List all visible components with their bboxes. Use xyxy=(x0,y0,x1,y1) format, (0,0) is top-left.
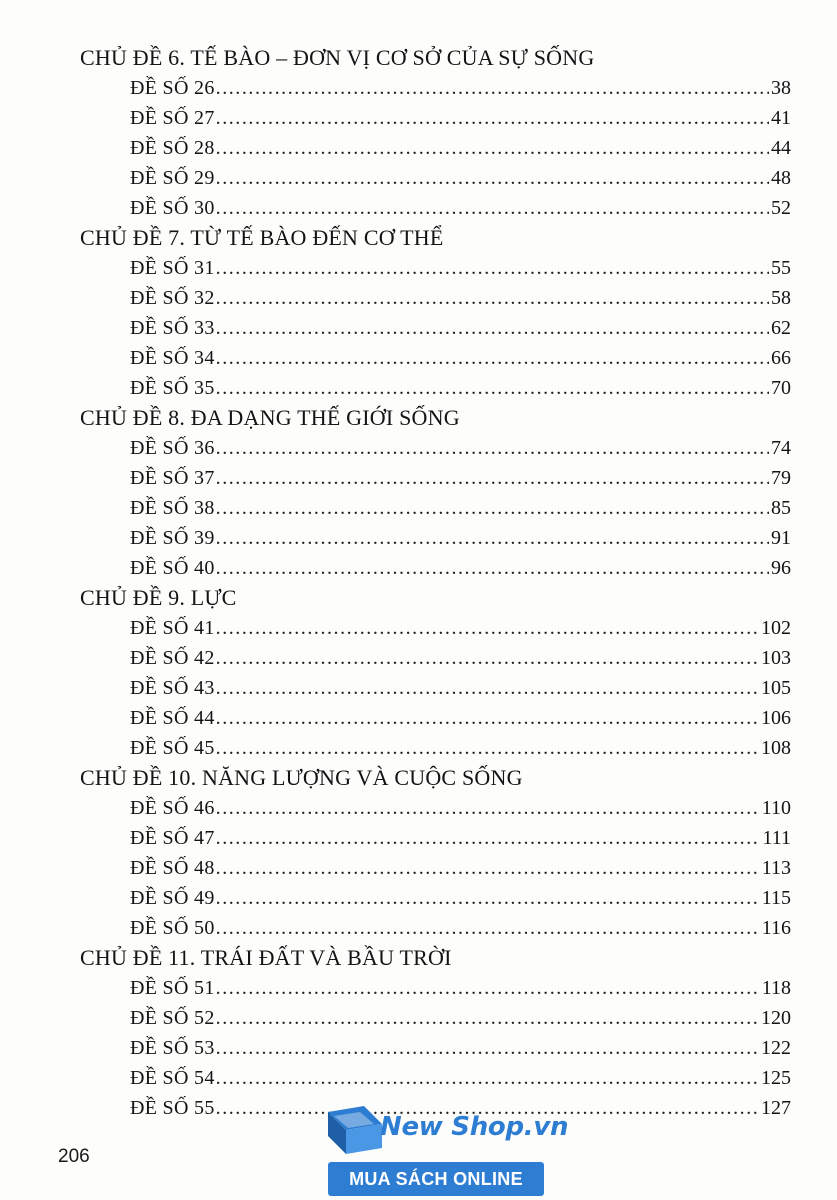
entry-page-number: 108 xyxy=(761,737,791,759)
toc-entry xyxy=(80,852,791,882)
entry-page-number: 66 xyxy=(771,347,791,369)
toc-entry xyxy=(80,882,791,912)
dot-leader xyxy=(216,432,769,464)
dot-leader xyxy=(216,672,759,704)
entry-label: ĐỀ SỐ 52 xyxy=(130,1007,215,1029)
toc-entry xyxy=(80,162,791,192)
entry-page-number: 116 xyxy=(761,917,791,939)
entry-page-number: 106 xyxy=(761,707,791,729)
toc-entry xyxy=(80,552,791,582)
entry-page-number: 44 xyxy=(771,137,791,159)
dot-leader xyxy=(216,702,759,734)
entry-page-number: 52 xyxy=(771,197,791,219)
toc-entry xyxy=(80,912,791,942)
entry-label: ĐỀ SỐ 46 xyxy=(130,797,215,819)
entry-label: ĐỀ SỐ 50 xyxy=(130,917,215,939)
entry-page-number: 91 xyxy=(771,527,791,549)
toc-chapter xyxy=(80,762,791,942)
dot-leader xyxy=(216,822,761,854)
toc-chapter xyxy=(80,402,791,582)
entry-label: ĐỀ SỐ 27 xyxy=(130,107,215,129)
dot-leader xyxy=(216,492,769,524)
entry-page-number: 74 xyxy=(771,437,791,459)
toc-entry xyxy=(80,102,791,132)
entry-label: ĐỀ SỐ 38 xyxy=(130,497,215,519)
toc-chapter xyxy=(80,222,791,402)
entry-page-number: 85 xyxy=(771,497,791,519)
entry-label: ĐỀ SỐ 39 xyxy=(130,527,215,549)
toc-chapter xyxy=(80,582,791,762)
toc-entry xyxy=(80,372,791,402)
entry-label: ĐỀ SỐ 32 xyxy=(130,287,215,309)
chapter-title: CHỦ ĐỀ 8. ĐA DẠNG THẾ GIỚI SỐNG xyxy=(80,405,460,430)
entry-page-number: 120 xyxy=(761,1007,791,1029)
dot-leader xyxy=(216,192,769,224)
toc-entry xyxy=(80,252,791,282)
entry-label: ĐỀ SỐ 48 xyxy=(130,857,215,879)
entry-page-number: 127 xyxy=(761,1097,791,1119)
chapter-title: CHỦ ĐỀ 7. TỪ TẾ BÀO ĐẾN CƠ THỂ xyxy=(80,225,444,250)
dot-leader xyxy=(216,972,760,1004)
toc-chapter xyxy=(80,942,791,1122)
dot-leader xyxy=(216,342,769,374)
entry-label: ĐỀ SỐ 42 xyxy=(130,647,215,669)
toc-entry xyxy=(80,1062,791,1092)
entry-label: ĐỀ SỐ 53 xyxy=(130,1037,215,1059)
toc-entry xyxy=(80,732,791,762)
entry-label: ĐỀ SỐ 26 xyxy=(130,77,215,99)
toc-entry xyxy=(80,492,791,522)
entry-page-number: 105 xyxy=(761,677,791,699)
entry-page-number: 38 xyxy=(771,77,791,99)
dot-leader xyxy=(216,102,769,134)
toc-entry xyxy=(80,132,791,162)
entry-page-number: 118 xyxy=(761,977,791,999)
toc-entry xyxy=(80,822,791,852)
watermark-brand: New Shop.vn xyxy=(380,1112,569,1142)
entry-label: ĐỀ SỐ 37 xyxy=(130,467,215,489)
page-number: 206 xyxy=(58,1146,90,1167)
toc-chapter xyxy=(80,42,791,222)
chapter-title: CHỦ ĐỀ 11. TRÁI ĐẤT VÀ BẦU TRỜI xyxy=(80,945,452,970)
toc-entry xyxy=(80,192,791,222)
entry-page-number: 102 xyxy=(761,617,791,639)
entry-label: ĐỀ SỐ 28 xyxy=(130,137,215,159)
entry-label: ĐỀ SỐ 33 xyxy=(130,317,215,339)
entry-page-number: 48 xyxy=(771,167,791,189)
toc-entry xyxy=(80,702,791,732)
dot-leader xyxy=(216,282,769,314)
entry-label: ĐỀ SỐ 34 xyxy=(130,347,215,369)
entry-label: ĐỀ SỐ 40 xyxy=(130,557,215,579)
shop-watermark xyxy=(324,1104,569,1196)
dot-leader xyxy=(216,912,760,944)
entry-page-number: 122 xyxy=(761,1037,791,1059)
chapter-title: CHỦ ĐỀ 9. LỰC xyxy=(80,585,237,610)
chapter-title: CHỦ ĐỀ 10. NĂNG LƯỢNG VÀ CUỘC SỐNG xyxy=(80,765,523,790)
toc-entry xyxy=(80,342,791,372)
chapter-title: CHỦ ĐỀ 6. TẾ BÀO – ĐƠN VỊ CƠ SỞ CỦA SỰ SỐNG xyxy=(80,45,595,70)
entry-label: ĐỀ SỐ 36 xyxy=(130,437,215,459)
entry-page-number: 96 xyxy=(771,557,791,579)
toc-entry xyxy=(80,72,791,102)
entry-page-number: 125 xyxy=(761,1067,791,1089)
entry-page-number: 41 xyxy=(771,107,791,129)
toc-entry xyxy=(80,972,791,1002)
toc-entry xyxy=(80,432,791,462)
toc-entry xyxy=(80,462,791,492)
dot-leader xyxy=(216,372,769,404)
toc-entry xyxy=(80,1002,791,1032)
dot-leader xyxy=(216,522,769,554)
entry-label: ĐỀ SỐ 43 xyxy=(130,677,215,699)
toc-entry xyxy=(80,1032,791,1062)
toc-entry xyxy=(80,612,791,642)
dot-leader xyxy=(216,552,769,584)
book-logo-icon xyxy=(324,1104,384,1156)
entry-label: ĐỀ SỐ 29 xyxy=(130,167,215,189)
toc-entry xyxy=(80,672,791,702)
dot-leader xyxy=(216,312,769,344)
dot-leader xyxy=(216,882,760,914)
entry-label: ĐỀ SỐ 51 xyxy=(130,977,215,999)
dot-leader xyxy=(216,732,759,764)
table-of-contents xyxy=(80,42,791,1122)
dot-leader xyxy=(216,162,769,194)
entry-page-number: 62 xyxy=(771,317,791,339)
entry-label: ĐỀ SỐ 54 xyxy=(130,1067,215,1089)
entry-page-number: 111 xyxy=(762,827,791,849)
entry-label: ĐỀ SỐ 49 xyxy=(130,887,215,909)
dot-leader xyxy=(216,612,759,644)
dot-leader xyxy=(216,1032,759,1064)
entry-page-number: 79 xyxy=(771,467,791,489)
entry-label: ĐỀ SỐ 55 xyxy=(130,1097,215,1119)
entry-page-number: 55 xyxy=(771,257,791,279)
watermark-slogan: MUA SÁCH ONLINE xyxy=(328,1162,544,1196)
entry-label: ĐỀ SỐ 41 xyxy=(130,617,215,639)
entry-page-number: 70 xyxy=(771,377,791,399)
dot-leader xyxy=(216,72,769,104)
entry-label: ĐỀ SỐ 31 xyxy=(130,257,215,279)
toc-entry xyxy=(80,312,791,342)
entry-page-number: 103 xyxy=(761,647,791,669)
entry-label: ĐỀ SỐ 47 xyxy=(130,827,215,849)
dot-leader xyxy=(216,852,760,884)
toc-entry xyxy=(80,522,791,552)
toc-entry xyxy=(80,282,791,312)
entry-label: ĐỀ SỐ 44 xyxy=(130,707,215,729)
toc-entry xyxy=(80,642,791,672)
entry-label: ĐỀ SỐ 45 xyxy=(130,737,215,759)
toc-entry xyxy=(80,792,791,822)
dot-leader xyxy=(216,462,769,494)
entry-label: ĐỀ SỐ 30 xyxy=(130,197,215,219)
dot-leader xyxy=(216,792,760,824)
dot-leader xyxy=(216,132,769,164)
dot-leader xyxy=(216,1062,759,1094)
dot-leader xyxy=(216,1002,759,1034)
dot-leader xyxy=(216,642,759,674)
entry-page-number: 115 xyxy=(761,887,791,909)
entry-page-number: 110 xyxy=(761,797,791,819)
entry-page-number: 113 xyxy=(761,857,791,879)
entry-page-number: 58 xyxy=(771,287,791,309)
entry-label: ĐỀ SỐ 35 xyxy=(130,377,215,399)
dot-leader xyxy=(216,252,769,284)
